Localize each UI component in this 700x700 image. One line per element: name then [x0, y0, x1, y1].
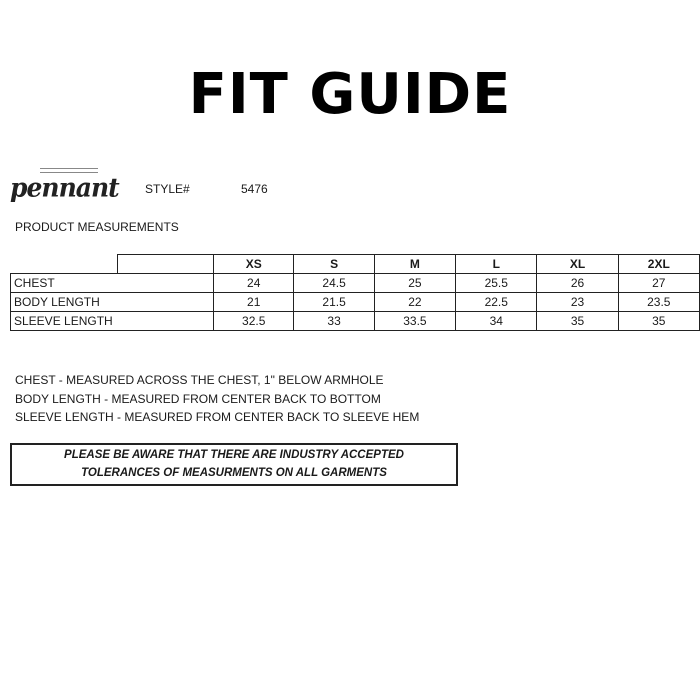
size-header: XL — [537, 255, 618, 274]
table-row — [11, 293, 700, 312]
table-cell: 32.5 — [214, 312, 294, 331]
table-cell: 27 — [618, 274, 699, 293]
table-cell: 25 — [374, 274, 455, 293]
section-label: PRODUCT MEASUREMENTS — [15, 220, 179, 234]
row-label: CHEST — [11, 274, 214, 293]
table-cell: 24 — [214, 274, 294, 293]
table-cell: 22 — [374, 293, 455, 312]
definition-sleeve-length: SLEEVE LENGTH - MEASURED FROM CENTER BACK TO SLEEVE HEM — [15, 410, 420, 424]
size-header: L — [456, 255, 537, 274]
header-blank-cell — [11, 255, 118, 274]
table-row — [11, 274, 700, 293]
definition-body-length: BODY LENGTH - MEASURED FROM CENTER BACK TO BOTTOM — [15, 391, 381, 406]
table-cell: 23.5 — [618, 293, 699, 312]
notice-line: PLEASE BE AWARE THAT THERE ARE INDUSTRY ACCEPTED — [64, 449, 404, 461]
table-cell: 22.5 — [456, 293, 537, 312]
tolerance-notice — [10, 443, 458, 486]
header-blank-cell — [117, 255, 213, 274]
row-label: BODY LENGTH — [11, 293, 214, 312]
brand-logo: pennant — [10, 172, 119, 203]
table-cell: 25.5 — [456, 274, 537, 293]
table-cell: 21 — [214, 293, 294, 312]
measurement-table — [10, 254, 700, 331]
size-header: XS — [214, 255, 294, 274]
size-header: S — [294, 255, 374, 274]
table-cell: 23 — [537, 293, 618, 312]
table-header-row — [11, 255, 700, 274]
style-label: STYLE# — [145, 182, 190, 196]
table-cell: 24.5 — [294, 274, 374, 293]
page-title: FIT GUIDE — [188, 62, 512, 127]
style-number: 5476 — [241, 182, 268, 196]
table-cell: 26 — [537, 274, 618, 293]
size-header: 2XL — [618, 255, 699, 274]
size-header: M — [374, 255, 455, 274]
table-cell: 33 — [294, 312, 374, 331]
definition-chest: CHEST - MEASURED ACROSS THE CHEST, 1" BELOW ARMHOLE — [15, 373, 384, 387]
row-label: SLEEVE LENGTH — [11, 312, 214, 331]
table-row — [11, 312, 700, 331]
table-cell: 21.5 — [294, 293, 374, 312]
table-cell: 34 — [456, 312, 537, 331]
table-cell: 33.5 — [374, 312, 455, 331]
notice-line: TOLERANCES OF MEASURMENTS ON ALL GARMENTS — [81, 466, 387, 479]
table-cell: 35 — [618, 312, 699, 331]
measurement-definitions — [15, 371, 419, 427]
table-cell: 35 — [537, 312, 618, 331]
